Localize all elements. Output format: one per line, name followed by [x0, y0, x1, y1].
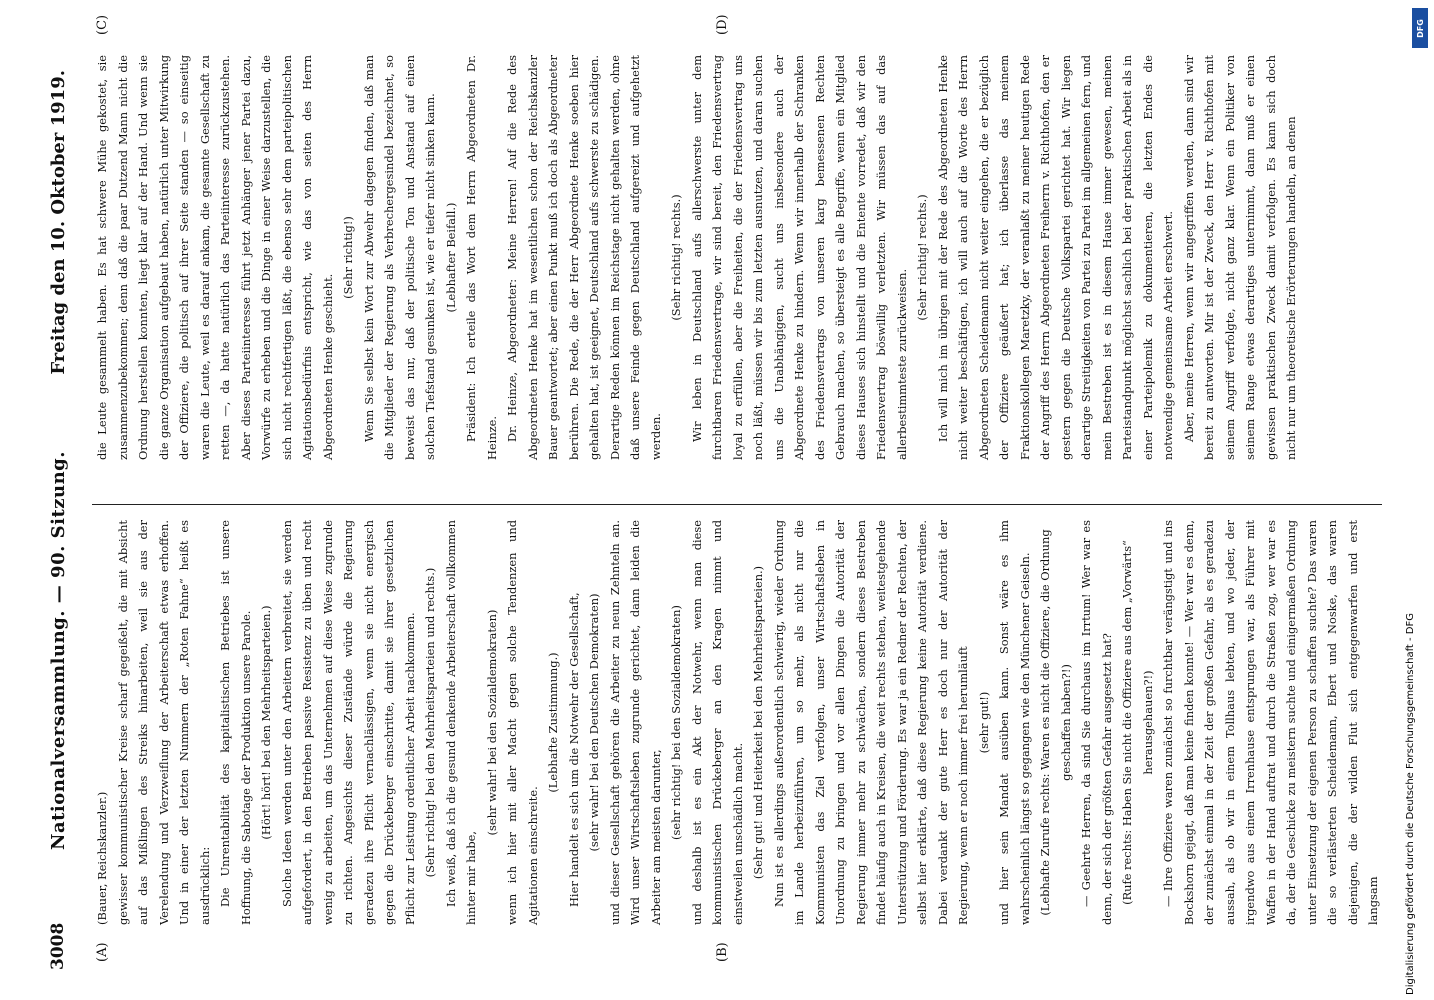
paragraph: Dr. Heinze, Abgeordneter: Meine Herren! Auf die Rede des Abgeordneten Henke hat im wesentlichen schon der Reichskanzler Bauer geantwortet; aber einen Punkt muß ich doch als Abgeordneter berühren. Die Rede, die der Herr Abgeordnete Henke soeben hier gehalten hat, ist geeignet, Deutschland aufs schwerste zu schädigen. Derartige Reden können im Reichstage nicht gehalten werden, ohne daß unsere Feinde gegen Deutschland aufgereizt und aufgehetzt werden. — [505, 55, 663, 460]
quotation: Die Unrentabilität des kapitalistischen Betriebes ist unsere Hoffnung, die Sabotage der Produktion unsere Parole. — [218, 520, 253, 925]
session-date: Freitag den 10. Oktober 1919. — [48, 70, 69, 375]
interjection: (Sehr richtig! rechts.) — [915, 194, 929, 321]
margin-label-c: (C) — [95, 14, 110, 35]
interjection: (Lebhafte Zustimmung.) — [546, 652, 560, 793]
left-text-column — [92, 520, 1384, 925]
paragraph: Wenn Sie selbst kein Wort zur Abwehr dagegen finden, daß man die Mitglieder der Regierung als Verbrechergesindel bezeichnet, so beweist das nur, daß der politische Ton und Anstand auf einen solchen Tiefstand gesunken ist, wie er tiefer nicht sinken kann. — [361, 55, 437, 460]
paragraph: gewisser kommunistischer Kreise scharf gegeißelt, die mit Absicht auf das Mißlingen des Streiks hinarbeiten, weil sie aus der Verelendung und Verzweiflung der Arbeiterschaft etwas erhoffen. Und in einer der letzten Nummern der „Roten Fahne“ heißt es ausdrücklich: — [115, 520, 212, 925]
paragraph: Aber, meine Herren, wenn wir angegriffen werden, dann sind wir bereit zu antworten. Mir ist der Zweck, den Herr v. Richthofen mit seinem Angriff verfolgte, nicht ganz klar. Wenn ein Politiker von seinem Range etwas derartiges unternimmt, dann muß er einen gewissen praktischen Zweck damit verfolgen. Es kann sich doch nicht nur um theoretische Erörterungen handeln, an denen — [1181, 55, 1298, 460]
interjection: (Sehr gut! und Heiterkeit bei den Mehrheitsparteien.) — [751, 565, 765, 880]
paragraph: Hier handelt es sich um die Notwehr der Gesellschaft, — [566, 592, 581, 907]
interjection: (Sehr richtig!) — [341, 216, 355, 299]
interjection: (sehr wahr! bei den Sozialdemokraten) — [484, 609, 499, 836]
interjection: (sehr richtig! bei den Sozialdemokraten) — [669, 605, 683, 840]
paragraph: wenn ich hier mit aller Macht gegen solche Tendenzen und Agitationen einschreite. — [505, 520, 540, 925]
page-header — [42, 30, 78, 970]
interjection: (Hört! hört! bei den Mehrheitsparteien.) — [259, 605, 273, 840]
interjection: (Rufe rechts: Haben Sie nicht die Offiziere aus dem „Vorwärts“ herausgehauen?!) — [1120, 540, 1155, 905]
page-number: 3008 — [48, 922, 68, 970]
paragraph: Solche Ideen werden unter den Arbeitern verbreitet, sie werden aufgefordert, in den Betrieben passive Resistenz zu üben und recht wenig zu arbeiten, um das Unternehmen auf diese Weise zugrunde zu richten. Angesichts dieser Zustände würde die Regierung geradezu ihre Pflicht vernachlässigen, wenn sie nicht energisch gegen die Drückeberger einschritte, damit sie ihrer gesetzlichen Pflicht zur Leistung ordentlicher Arbeit nachkommen. — [279, 520, 417, 925]
paragraph: und hier sein Mandat ausüben kann. Sonst wäre es ihm wahrscheinlich längst so gegangen wie den Münchener Geiseln. — [997, 520, 1032, 925]
paragraph: Ich will mich im übrigen mit der Rede des Abgeordneten Henke nicht weiter beschäftigen, ich will auch auf die Worte des Herrn Abgeordneten Scheidemann nicht weiter eingehen, die er bezüglich der Offiziere geäußert hat; ich überlasse das meinem Fraktionskollegen Maretzky, der veranlaßt zu meiner heutigen Rede der Angriff des Herrn Abgeordneten Freiherrn v. Richthofen, den er gestern gegen die Deutsche Volkspartei gerichtet hat. Wir liegen derartige Streitigkeiten von Partei zu Partei im allgemeinen fern, und mein Bestreben ist es in diesem Hause immer gewesen, meinen Parteistandpunkt möglichst sachlich bei der praktischen Arbeit als in einer Parteipolemik zu dokumentieren, die letzten Endes die notwendige gemeinsame Arbeit erschwert. — [935, 55, 1175, 460]
paragraph: die Leute gesammelt haben. Es hat schwere Mühe gekostet, sie zusammenzubekommen; denn daß die paar Dutzend Mann nicht die Ordnung herstellen konnten, liegt klar auf der Hand. Und wenn sie die ganze Organisation aufgebaut haben, natürlich unter Mitwirkung der Offiziere, die politisch auf ihrer Seite standen — so einseitig waren die Leute, weil es darauf ankam, die gesamte Gesellschaft zu retten —, da hatte natürlich das Parteiinteresse zurückzustehen. Aber dieses Parteiinteresse führt jetzt Anhänger jener Partei dazu, Vorwürfe zu erheben und die Dinge in einer Weise darzustellen, die sich nicht rechtfertigen läßt, die ebenso sehr dem parteipolitischen Agitationsbedürfnis entspricht, wie das von seiten des Herrn Abgeordneten Henke geschieht. — [95, 55, 335, 460]
margin-label-a: (A) — [95, 942, 110, 962]
right-text-column — [92, 55, 1302, 460]
paragraph: — Ihre Offiziere waren zunächst so furchtbar verängstigt und ins Bockshorn gejagt, daß man keine finden konnte! — Wer war es denn, der zunächst einmal in der Zeit der großen Gefahr, als es geradezu aussah, als ob wir in einem Tollhaus lebten, und wo jeder, der irgendwo aus einem Irrenhause entsprungen war, als Führer mit Waffen in der Hand auftrat und durch die Straßen zog, wer war es da, der die Geschicke zu meistern suchte und einigermaßen Ordnung unter Einsetzung der eigenen Person zu schaffen suchte? Das waren die so verlästerten Scheidemann, Ebert und Noske, das waren diejenigen, die der wilden Flut sich entgegenwarfen und erst langsam — [1161, 520, 1380, 925]
speaker-note: (Bauer, Reichskanzler.) — [95, 791, 109, 925]
digitization-credit: Digitalisierung gefördert durch die Deutsche Forschungsgemeinschaft - DFG — [1405, 612, 1416, 995]
paragraph: Ich weiß, daß ich die gesund denkende Arbeiterschaft vollkommen hinter mir habe, — [443, 520, 478, 925]
paragraph: und deshalb ist es ein Akt der Notwehr, wenn man diese kommunistischen Drückeberger an den Kragen nimmt und einstweilen unschädlich macht. — [689, 520, 745, 925]
column-divider — [92, 504, 1382, 505]
paragraph: Nun ist es allerdings außerordentlich schwierig, wieder Ordnung im Lande herbeizuführen, um so mehr, als nicht nur die Kommunisten das Ziel verfolgen, unser Wirtschaftsleben in Unordnung zu bringen und vor allen Dingen die Autorität der Regierung immer mehr zu schwächen, sondern dieses Bestreben findet häufig auch in Kreisen, die weit rechts stehen, weitestgehende Unterstützung und Förderung. Es war ja ein Redner der Rechten, der selbst hier erklärte, daß diese Regierung keine Autorität verdiene. Dabei verdankt der gute Herr es doch nur der Autorität der Regierung, wenn er noch immer frei herumläuft — [771, 520, 970, 925]
interjection: (sehr wahr! bei den Deutschen Demokraten) — [587, 593, 601, 852]
interjection: (Lebhafte Zurufe rechts: Waren es nicht die Offiziere, die Ordnung geschaffen haben?!) — [1038, 529, 1073, 916]
interjection: (Lebhafter Beifall.) — [443, 202, 458, 313]
dfg-logo: DFG — [1412, 8, 1428, 48]
interjection: (Sehr richtig! rechts.) — [669, 194, 683, 321]
president-statement: Präsident: Ich erteile das Wort dem Herrn Abgeordneten Dr. Heinze. — [464, 55, 499, 460]
margin-label-b: (B) — [715, 942, 730, 962]
paragraph: — Geehrte Herren, da sind Sie durchaus im Irrtum! Wer war es denn, der sich der größten Gefahr ausgesetzt hat? — [1079, 520, 1114, 925]
margin-label-d: (D) — [715, 14, 730, 35]
interjection: (sehr gut!) — [976, 691, 991, 754]
interjection: (Sehr richtig! bei den Mehrheitsparteien und rechts.) — [423, 567, 437, 878]
paragraph: Wir leben in Deutschland aufs allerschwerste unter dem furchtbaren Friedensvertrage, wir sind bereit, den Friedensvertrag loyal zu erfüllen, aber die Freiheiten, die der Friedensvertrag uns noch läßt, müssen wir bis zum letzten ausnutzen, und daran suchen uns die Unabhängigen, sucht uns insbesondere auch der Abgeordnete Henke zu hindern. Wenn wir innerhalb der Schranken des Friedensvertrags von unseren karg bemessenen Rechten Gebrauch machen, so übersteigt es alle Begriffe, wenn ein Mitglied dieses Hauses sich hinstellt und die Entente vorredet, daß wir den Friedensvertrag böswillig verletzten. Wir müssen das auf das allerbestimmteste zurückweisen. — [689, 55, 909, 460]
page-title: Nationalversammlung. — 90. Sitzung. — [48, 450, 69, 850]
paragraph: und dieser Gesellschaft gehören die Arbeiter zu neun Zehnteln an. Wird unser Wirtschaftsleben zugrunde gerichtet, dann leiden die Arbeiter am meisten darunter, — [607, 520, 663, 925]
